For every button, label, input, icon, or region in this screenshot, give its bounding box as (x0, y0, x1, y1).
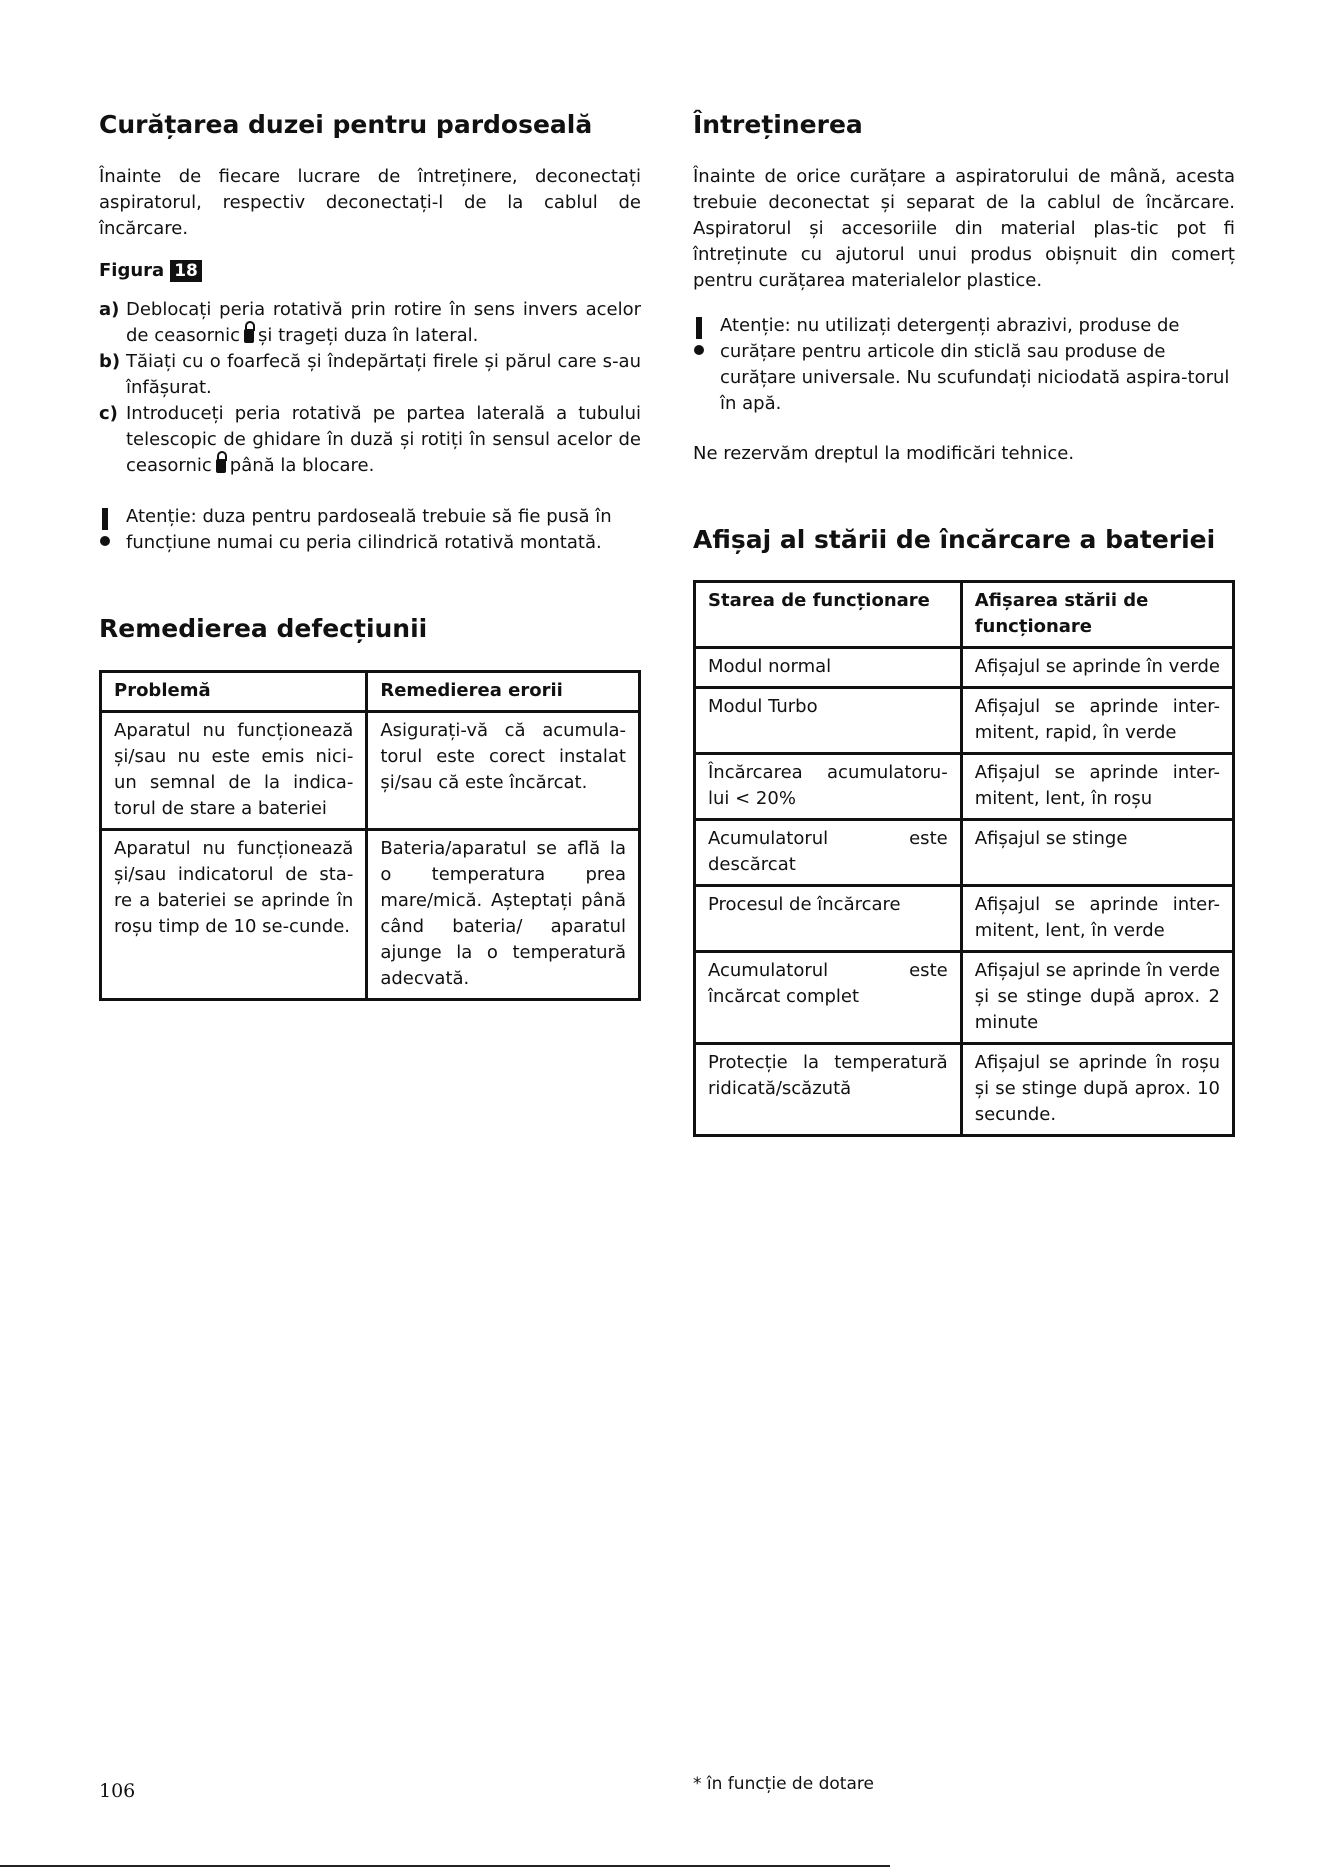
figure-label-text: Figura (99, 260, 165, 281)
lock-icon (244, 329, 254, 343)
step-c (99, 401, 641, 479)
table-cell: Bateria/aparatul se află la o temperatura prea mare/mică. Așteptați până când bateria/ aparatul ajunge la o temperatură adecvată. (367, 830, 640, 1000)
table-row (695, 1044, 1234, 1136)
exclamation-warning-icon (99, 506, 111, 548)
troubleshooting-heading: Remedierea defecțiunii (99, 614, 428, 643)
table-cell: Afișajul se stinge (961, 820, 1233, 886)
maintenance-heading: Întreținerea (693, 110, 863, 139)
table-cell: Încărcarea acumulatoru-lui < 20% (695, 754, 962, 820)
page-number: 106 (99, 1780, 136, 1802)
battery-display-table (693, 580, 1235, 1137)
table-cell: Afișajul se aprinde inter-mitent, rapid, în verde (961, 688, 1233, 754)
table-cell: Modul normal (695, 648, 962, 688)
table-cell: Protecție la temperatură ridicată/scăzută (695, 1044, 962, 1136)
maintenance-intro: Înainte de orice curățare a aspiratorului de mână, acesta trebuie deconectat și separat de la cablul de încărcare. Aspiratorul și accesoriile din material plas-tic pot fi întreținute cu ajutorul unui produs obișnuit din comerț pentru curățarea materialelor plastice. (693, 166, 1235, 291)
warning-text: Atenție: nu utilizați detergenți abrazivi, produse de curățare pentru articole din sticlă sau produse de curățare universale. Nu scufundați niciodată aspira-torul în apă. (720, 315, 1230, 414)
table-row (695, 820, 1234, 886)
step-text: Tăiați cu o foarfecă și îndepărtați firele și părul care s-au înfășurat. (126, 351, 641, 398)
table-cell: Afișajul se aprinde în roșu și se stinge după aprox. 10 secunde. (961, 1044, 1233, 1136)
step-mark: b) (99, 351, 121, 372)
maintenance-warning (693, 313, 1235, 417)
table-cell: Aparatul nu funcționează și/sau indicatorul de sta-re a bateriei se aprinde în roșu timp de 10 se-cunde. (101, 830, 367, 1000)
cleaning-steps (99, 297, 641, 479)
step-b (99, 349, 641, 401)
bottom-rule (0, 1865, 890, 1867)
table-row (695, 886, 1234, 952)
figure-number: 18 (170, 260, 202, 282)
table-row (695, 754, 1234, 820)
step-mark: a) (99, 299, 120, 320)
step-mark: c) (99, 403, 118, 424)
table-row (695, 952, 1234, 1044)
troubleshooting-table (99, 670, 641, 1001)
battery-display-heading: Afișaj al stării de încărcare a bateriei (693, 525, 1216, 554)
column-header: Remedierea erorii (367, 672, 640, 712)
lock-icon (216, 459, 226, 473)
step-text: Introduceți peria rotativă pe partea laterală a tubului telescopic de ghidare în duză și rotiți în sensul acelor de ceasornic (126, 403, 641, 476)
table-cell: Afișajul se aprinde inter-mitent, lent, în roșu (961, 754, 1233, 820)
table-row (101, 830, 640, 1000)
table-cell: Procesul de încărcare (695, 886, 962, 952)
table-cell: Afișajul se aprinde inter-mitent, lent, în verde (961, 886, 1233, 952)
table-header-row (695, 582, 1234, 648)
floor-nozzle-intro: Înainte de fiecare lucrare de întreținere, deconectați aspiratorul, respectiv deconectați-l de la cablul de încărcare. (99, 166, 641, 239)
floor-nozzle-warning (99, 504, 641, 556)
column-header: Starea de funcționare (695, 582, 962, 648)
table-header-row (101, 672, 640, 712)
table-cell: Acumulatorul este încărcat complet (695, 952, 962, 1044)
step-text: Deblocați peria rotativă prin rotire în sens invers acelor de ceasornic (126, 299, 641, 346)
column-header: Afișarea stării de funcționare (961, 582, 1233, 648)
table-row (695, 688, 1234, 754)
exclamation-warning-icon (693, 315, 705, 357)
table-row (695, 648, 1234, 688)
table-cell: Aparatul nu funcționează și/sau nu este emis nici-un semnal de la indica-torul de stare a bateriei (101, 712, 367, 830)
technical-reservation: Ne rezervăm dreptul la modificări tehnice. (693, 443, 1075, 464)
warning-text: Atenție: duza pentru pardoseală trebuie să fie pusă în funcțiune numai cu peria cilindrică rotativă montată. (126, 506, 612, 553)
step-text: până la blocare. (229, 455, 375, 476)
table-cell: Acumulatorul este descărcat (695, 820, 962, 886)
floor-nozzle-heading: Curățarea duzei pentru pardoseală (99, 110, 593, 139)
column-header: Problemă (101, 672, 367, 712)
table-cell: Afișajul se aprinde în verde și se stinge după aprox. 2 minute (961, 952, 1233, 1044)
step-text: și trageți duza în lateral. (258, 325, 479, 346)
figure-label (99, 260, 202, 282)
step-a (99, 297, 641, 349)
table-cell: Modul Turbo (695, 688, 962, 754)
table-cell: Asigurați-vă că acumula-torul este corect instalat și/sau că este încărcat. (367, 712, 640, 830)
table-row (101, 712, 640, 830)
table-cell: Afișajul se aprinde în verde (961, 648, 1233, 688)
footnote: * în funcție de dotare (693, 1774, 874, 1794)
